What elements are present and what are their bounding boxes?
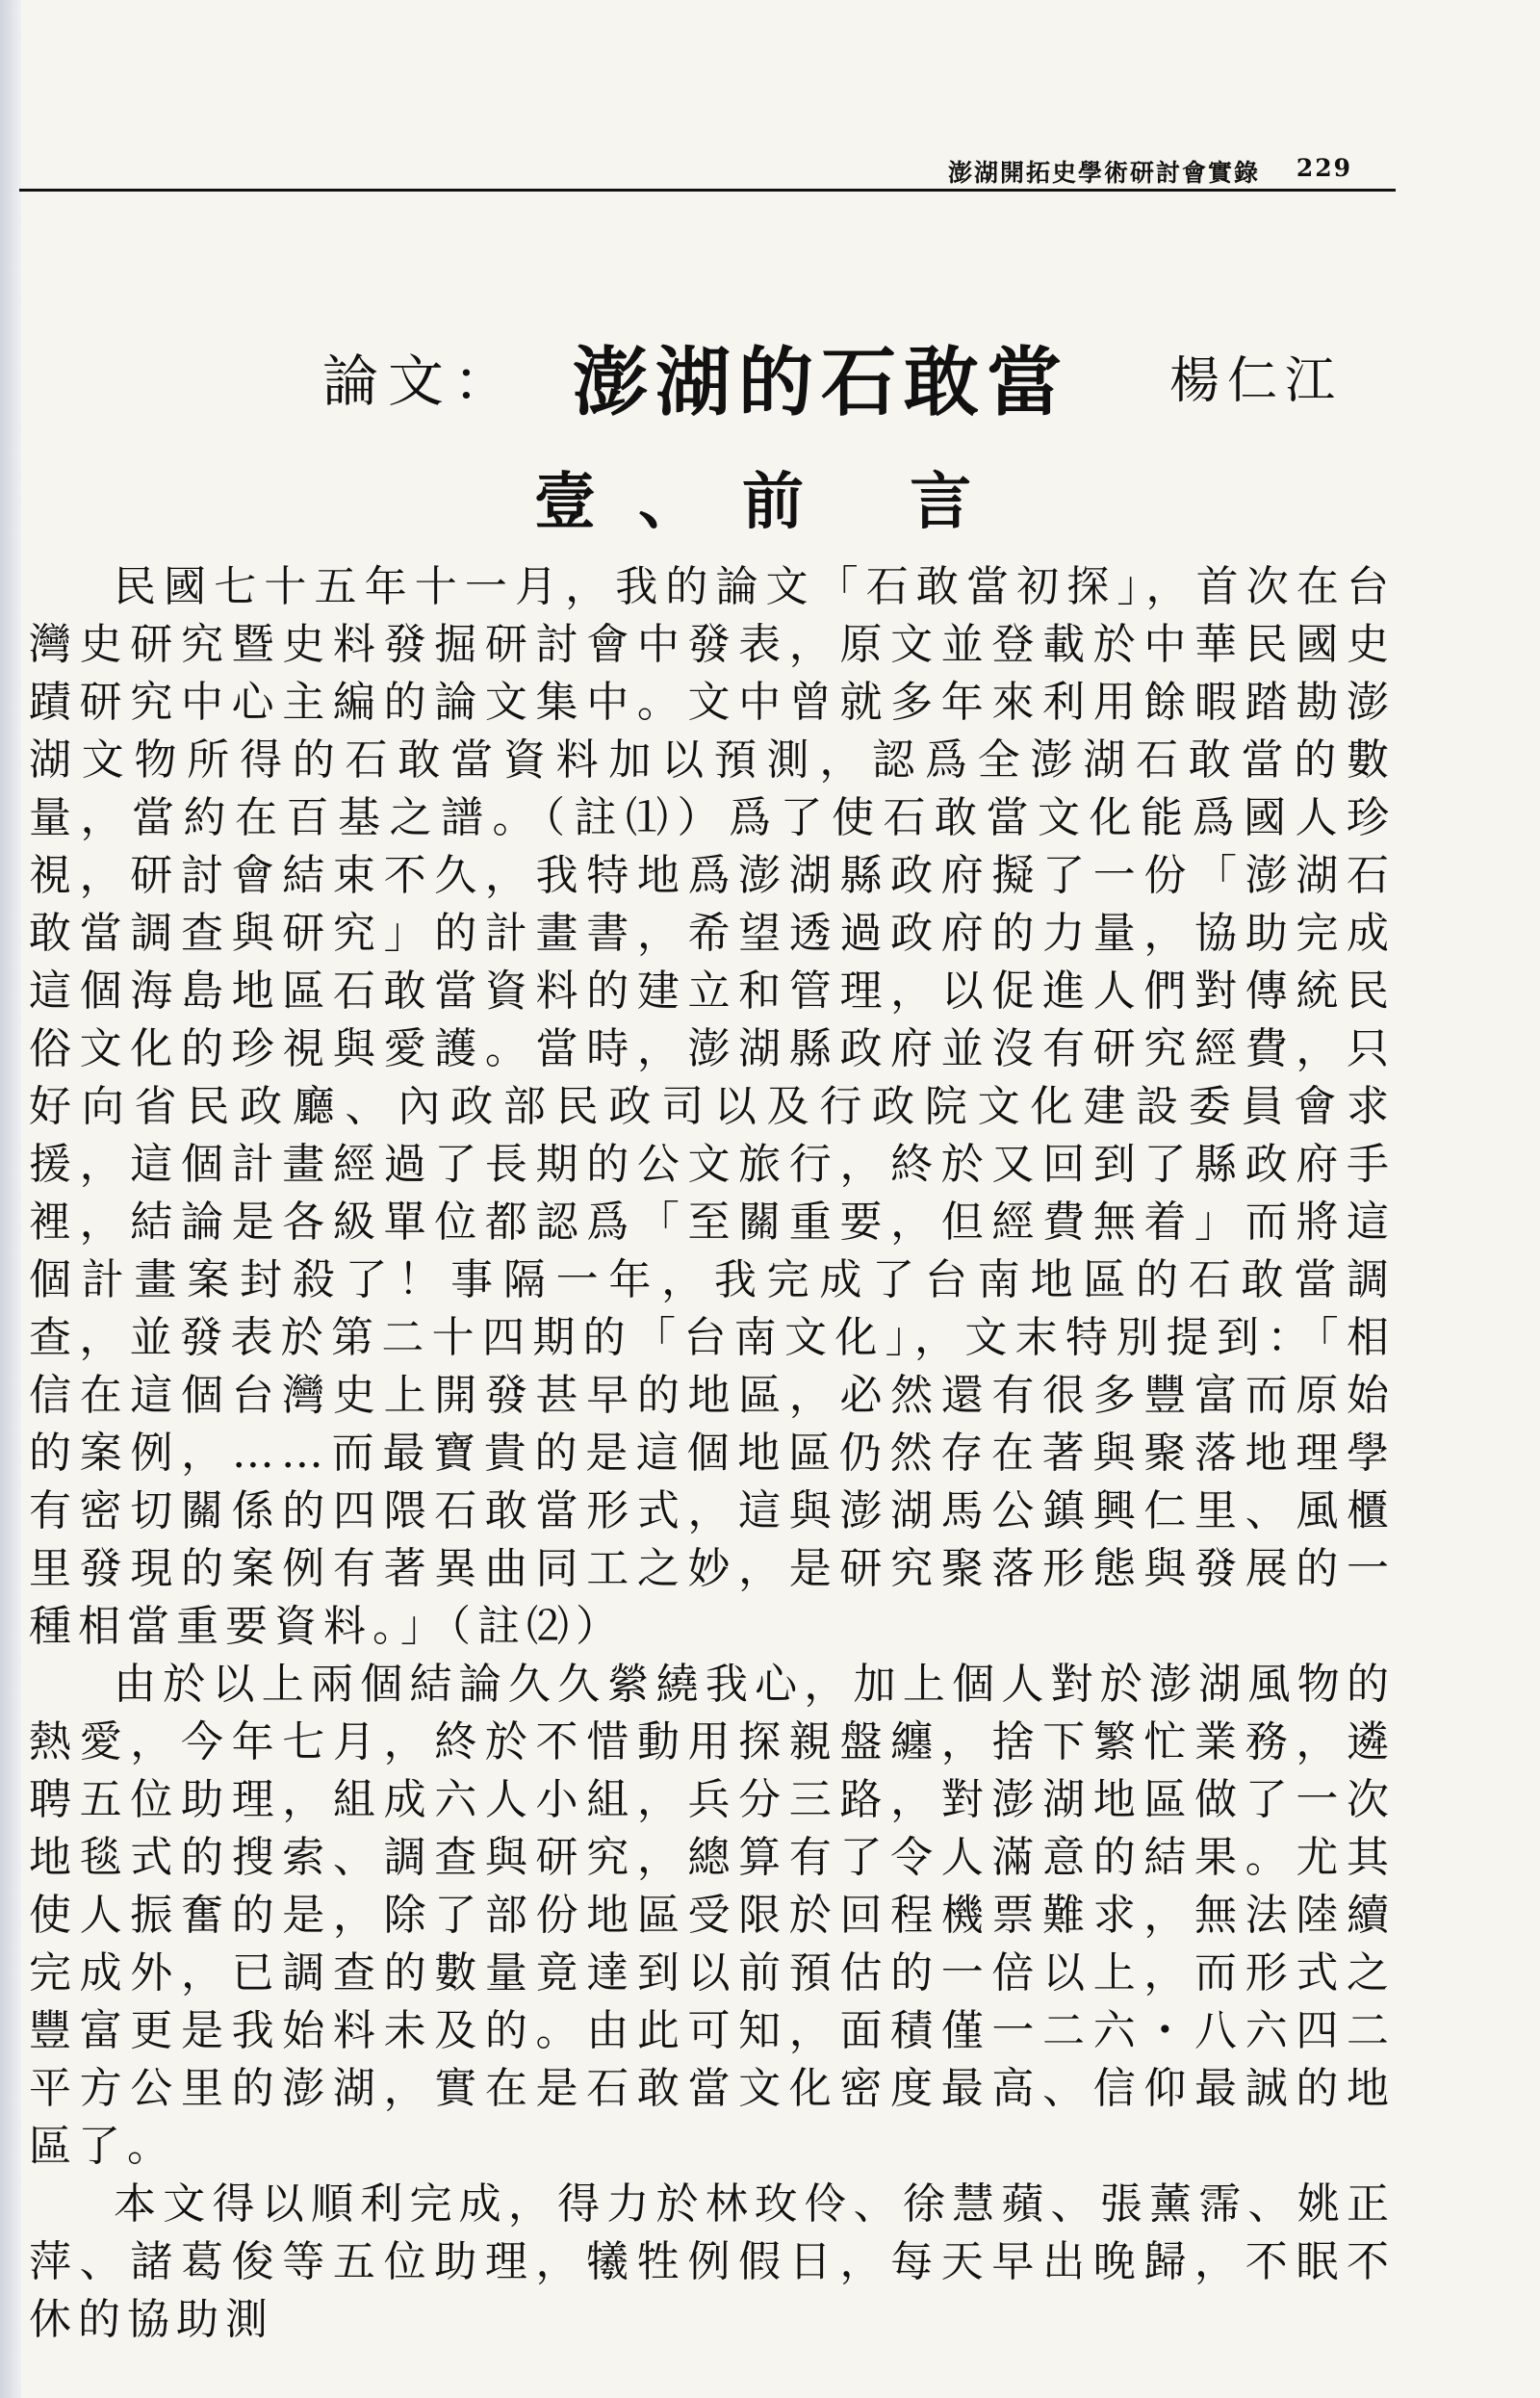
- running-head: [948, 154, 1352, 193]
- article-title: 澎湖的石敢當: [573, 339, 1070, 426]
- section-heading: 壹、前 言: [534, 466, 1014, 538]
- title-prefix: 論文：: [322, 348, 520, 414]
- author-name: 楊仁江: [1169, 352, 1344, 410]
- title-block: [322, 322, 1362, 426]
- paragraph-2: 由於以上兩個結論久久縈繞我心，加上個人對於澎湖風物的熱愛，今年七月，終於不惜動用探親盤纏，捨下繁忙業務，遴聘五位助理，組成六人小組，兵分三路，對澎湖地區做了一次地毯式的搜索、調查與研究，總算有了令人滿意的結果。尤其使人振奮的是，除了部份地區受限於回程機票難求，無法陸續完成外，已調查的數量竟達到以前預估的一倍以上，而形式之豐富更是我始料未及的。由此可知，面積僅一二六・八六四二平方公里的澎湖，實在是石敢當文化密度最高、信仰最誠的地區了。: [29, 1660, 1396, 2171]
- journal-title: 澎湖開拓史學術研討會實錄: [948, 159, 1261, 187]
- paragraph-3: 本文得以順利完成，得力於林玫伶、徐慧蘋、張薰霈、姚正萍、諸葛俊等五位助理，犧牲例假日，每天早出晚歸，不眠不休的協助測: [29, 2179, 1396, 2344]
- header-rule: [19, 189, 1396, 192]
- body-text: [29, 558, 1396, 2349]
- paragraph-1: 民國七十五年十一月，我的論文「石敢當初探」，首次在台灣史研究暨史料發掘研討會中發表，原文並登載於中華民國史蹟研究中心主編的論文集中。文中曾就多年來利用餘暇踏勘澎湖文物所得的石敢當資料加以預測，認爲全澎湖石敢當的數量，當約在百基之譜。（註⑴）爲了使石敢當文化能爲國人珍視，研討會結束不久，我特地爲澎湖縣政府擬了一份「澎湖石敢當調查與研究」的計畫書，希望透過政府的力量，協助完成這個海島地區石敢當資料的建立和管理，以促進人們對傳統民俗文化的珍視與愛護。當時，澎湖縣政府並沒有研究經費，只好向省民政廳、內政部民政司以及行政院文化建設委員會求援，這個計畫經過了長期的公文旅行，終於又回到了縣政府手裡，結論是各級單位都認爲「至關重要，但經費無着」而將這個計畫案封殺了！事隔一年，我完成了台南地區的石敢當調查，並發表於第二十四期的「台南文化」，文末特別提到：「相信在這個台灣史上開發甚早的地區，必然還有很多豐富而原始的案例，……而最寶貴的是這個地區仍然存在著與聚落地理學有密切關係的四隈石敢當形式，這與澎湖馬公鎮興仁里、風櫃里發現的案例有著異曲同工之妙，是研究聚落形態與發展的一種相當重要資料。」（註⑵）: [29, 562, 1396, 1651]
- page-edge: [0, 0, 21, 2398]
- page-number: 229: [1296, 154, 1352, 182]
